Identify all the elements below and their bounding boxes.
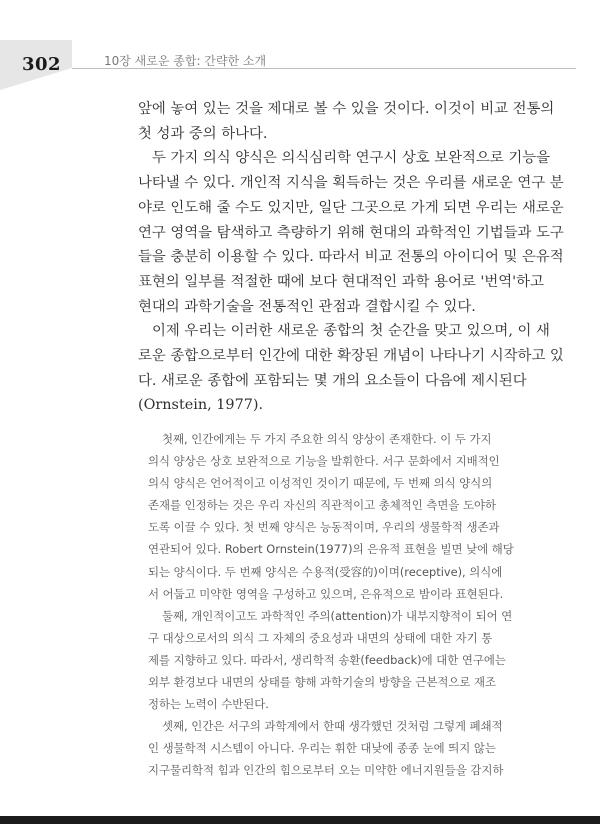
text-line: 연관되어 있다. Robert Ornstein(1977)의 은유적 표현을 빌면 낮에 해당 — [148, 542, 514, 557]
page-header — [0, 0, 600, 100]
text-line: 이제 우리는 이러한 새로운 종합의 첫 순간을 맞고 있으며, 이 새 — [152, 323, 550, 340]
text-line: 제를 지향하고 있다. 따라서, 생리학적 송환(feedback)에 대한 연구에는 — [148, 652, 506, 667]
text-line: 서 어둡고 미약한 영역을 구성하고 있으며, 은유적으로 밤이라 표현된다. — [148, 586, 504, 601]
text-line: 외부 환경보다 내면의 상태를 향해 과학기술의 방향을 근본적으로 재조 — [148, 675, 497, 690]
text-line: 셋째, 인간은 서구의 과학계에서 한때 생각했던 것처럼 그렇게 폐쇄적 — [162, 719, 503, 734]
text-line: 도록 이끌 수 있다. 첫 번째 양식은 능동적이며, 우리의 생물학적 생존과 — [148, 520, 500, 535]
text-line: 현대의 과학기술을 전통적인 관점과 결합시킬 수 있다. — [138, 298, 476, 315]
text-line: 둘째, 개인적이고도 과학적인 주의(attention)가 내부지향적이 되어 연 — [162, 608, 513, 623]
text-line: 표현의 일부를 적절한 때에 보다 현대적인 과학 용어로 '번역'하고 — [138, 273, 544, 290]
text-line: 되는 양식이다. 두 번째 양식은 수용적(受容的)이며(receptive), 의식에 — [148, 564, 503, 579]
text-line: 존재를 인정하는 것은 우리 자신의 직관적이고 총체적인 측면을 도야하 — [148, 498, 497, 513]
quote-paragraph — [148, 428, 530, 605]
text-line: 앞에 놓여 있는 것을 제대로 볼 수 있을 것이다. 이것이 비교 전통의 — [138, 101, 555, 117]
text-line: 인 생물학적 시스템이 아니다. 우리는 휘한 대낮에 종종 눈에 띄지 않는 — [148, 741, 496, 756]
text-line: 지구물리학적 힘과 인간의 힘으로부터 오는 미약한 에너지원들을 감지하 — [148, 763, 504, 778]
text-line: 다. 새로운 종합에 포함되는 몇 개의 요소들이 다음에 제시된다 — [138, 372, 527, 389]
quote-paragraph — [148, 605, 530, 715]
text-line: 첫 성과 중의 하나다. — [138, 125, 268, 142]
text-line: 두 가지 의식 양식은 의식심리학 연구시 상호 보완적으로 기능을 — [152, 150, 551, 167]
text-line: 들을 충분히 이용할 수 있다. 따라서 비교 전통의 아이디어 및 은유적 — [138, 249, 564, 266]
page-number: 302 — [22, 54, 62, 75]
text-line: 구 대상으로서의 의식 그 자체의 중요성과 내면의 상태에 대한 자기 통 — [148, 630, 493, 645]
bottom-border — [0, 816, 600, 824]
block-quote — [148, 428, 530, 782]
paragraph — [138, 97, 555, 146]
text-line: 의식 양상은 상호 보완적으로 기능을 발휘한다. 서구 문화에서 지배적인 — [148, 454, 500, 469]
text-line: 연구 영역을 탐색하고 측량하기 위해 현대의 과학적인 기법들과 도구 — [138, 224, 564, 241]
text-line: 정하는 노력이 수반된다. — [148, 697, 269, 712]
header-rule — [72, 68, 576, 69]
text-line: 로운 종합으로부터 인간에 대한 확장된 개념이 나타나기 시작하고 있 — [138, 348, 564, 365]
text-line: 의식 양식은 언어적이고 이성적인 것이기 때문에, 두 번째 의식 양식의 — [148, 476, 493, 491]
text-line: 야로 인도해 줄 수도 있지만, 일단 그곳으로 가게 되면 우리는 새로운 — [138, 199, 564, 216]
quote-paragraph — [148, 715, 530, 781]
main-text — [138, 97, 564, 418]
chapter-title: 10장 새로운 종합: 간략한 소개 — [104, 54, 267, 68]
text-line: 첫째, 인간에게는 두 가지 주요한 의식 양상이 존재한다. 이 두 가지 — [162, 432, 492, 446]
paragraph — [138, 146, 564, 319]
paragraph — [138, 319, 564, 418]
text-line: (Ornstein, 1977). — [138, 397, 264, 414]
text-line: 나타낼 수 있다. 개인적 지식을 획득하는 것은 우리를 새로운 연구 분 — [138, 175, 564, 192]
